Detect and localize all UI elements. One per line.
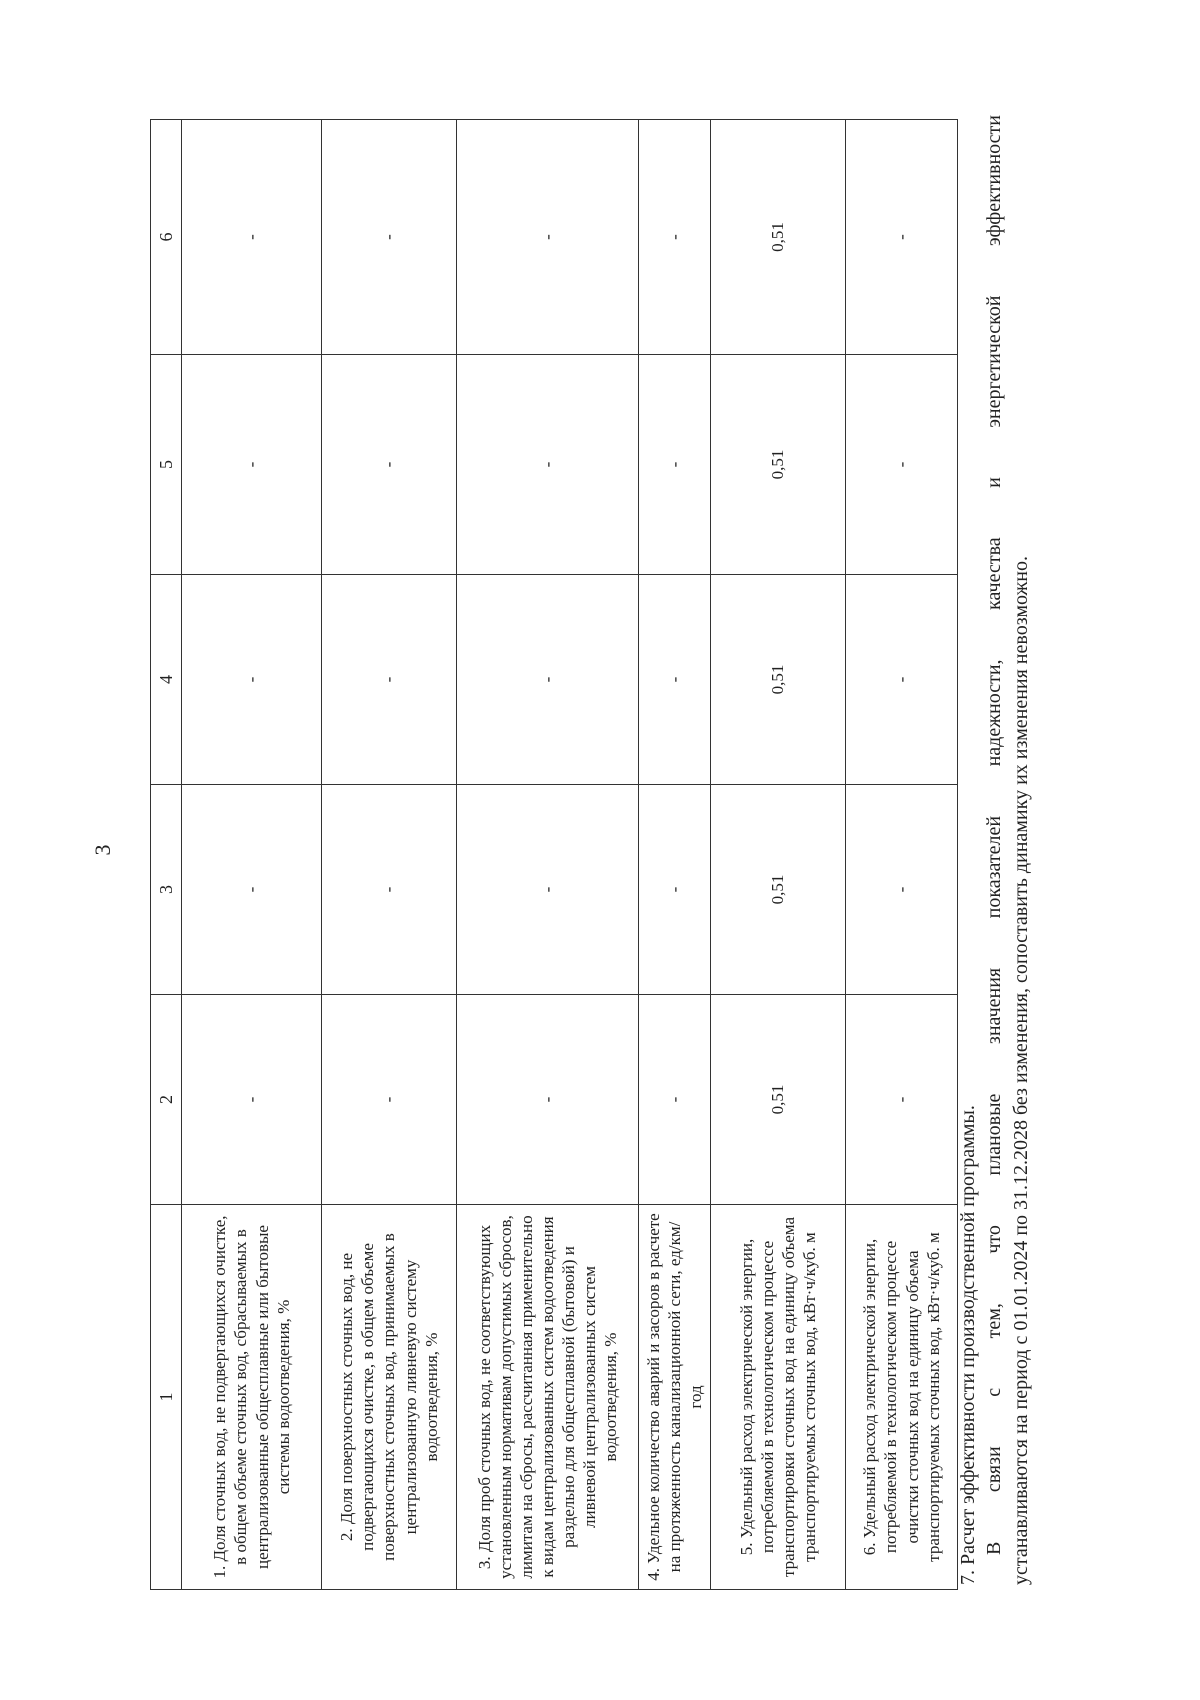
section-paragraph-line-2: устанавливаются на период с 01.01.2024 по 31.12.2028 без изменения, сопоставить динамику их изменения невозможно. [1009,556,1032,1585]
rotated-page [50,85,1150,1615]
indicator-value: - [457,575,639,785]
indicator-value: - [457,355,639,575]
indicator-value: - [846,355,958,575]
section-paragraph-line-1: В связи с тем, что плановые значения показателей надежности, качества и энергетической эффективности [983,115,1006,1555]
indicator-label: 6. Удельный расход электрической энергии, потребляемой в технологическом процессе очистки сточных вод на единицу объема транспортируемых сточных вод, кВт·ч/куб. м [846,1205,958,1590]
indicator-value: - [639,995,711,1205]
indicator-value: 0,51 [711,120,846,355]
indicator-label: 2. Доля поверхностных сточных вод, не подвергающихся очистке, в общем объеме поверхностных сточных вод, принимаемых в централизованную ливневую систему водоотведения, % [322,1205,457,1590]
indicators-table [150,119,958,1590]
indicator-label: 3. Доля проб сточных вод, не соответствующих установленным нормативам допустимых сбросов, лимитам на сбросы, рассчитанная применительно к видам централизованных систем водоотведения раздельно для общесплавной (бытовой) и ливневой централизованных систем водоотведения, % [457,1205,639,1590]
indicator-label: 4. Удельное количество аварий и засоров в расчете на протяженность канализационной сети, ед/км/год [639,1205,711,1590]
table-row [322,120,457,1590]
column-header: 2 [151,995,182,1205]
column-header: 6 [151,120,182,355]
page-number: 3 [90,844,115,856]
indicator-value: - [457,785,639,995]
indicator-value: - [182,575,322,785]
table-row [182,120,322,1590]
indicator-value: - [846,785,958,995]
column-header: 4 [151,575,182,785]
table-row [711,120,846,1590]
indicator-value: 0,51 [711,355,846,575]
indicator-value: - [846,120,958,355]
indicator-value: 0,51 [711,575,846,785]
indicator-value: - [182,785,322,995]
column-header: 5 [151,355,182,575]
indicator-label: 5. Удельный расход электрической энергии, потребляемой в технологическом процессе транспортировки сточных вод на единицу объема транспортируемых сточных вод, кВт·ч/куб. м [711,1205,846,1590]
indicator-value: 0,51 [711,995,846,1205]
indicator-value: - [639,785,711,995]
indicator-value: - [457,995,639,1205]
table-row [639,120,711,1590]
table-row [457,120,639,1590]
indicator-value: - [322,785,457,995]
indicator-value: 0,51 [711,785,846,995]
indicator-value: - [182,120,322,355]
indicator-value: - [322,575,457,785]
column-header: 1 [151,1205,182,1590]
indicator-value: - [846,575,958,785]
table-row [846,120,958,1590]
indicator-value: - [639,355,711,575]
efficiency-section [955,115,1034,1585]
indicator-value: - [457,120,639,355]
indicator-value: - [639,120,711,355]
indicator-value: - [322,995,457,1205]
indicator-value: - [846,995,958,1205]
indicator-value: - [639,575,711,785]
indicator-value: - [182,995,322,1205]
column-header: 3 [151,785,182,995]
indicator-value: - [182,355,322,575]
section-heading: 7. Расчет эффективности производственной программы. [957,1105,979,1585]
indicator-label: 1. Доля сточных вод, не подвергающихся очистке, в общем объеме сточных вод, сбрасываемых в централизованные общесплавные или бытовые системы водоотведения, % [182,1205,322,1590]
table-header-row [151,120,182,1590]
indicator-value: - [322,120,457,355]
indicator-value: - [322,355,457,575]
